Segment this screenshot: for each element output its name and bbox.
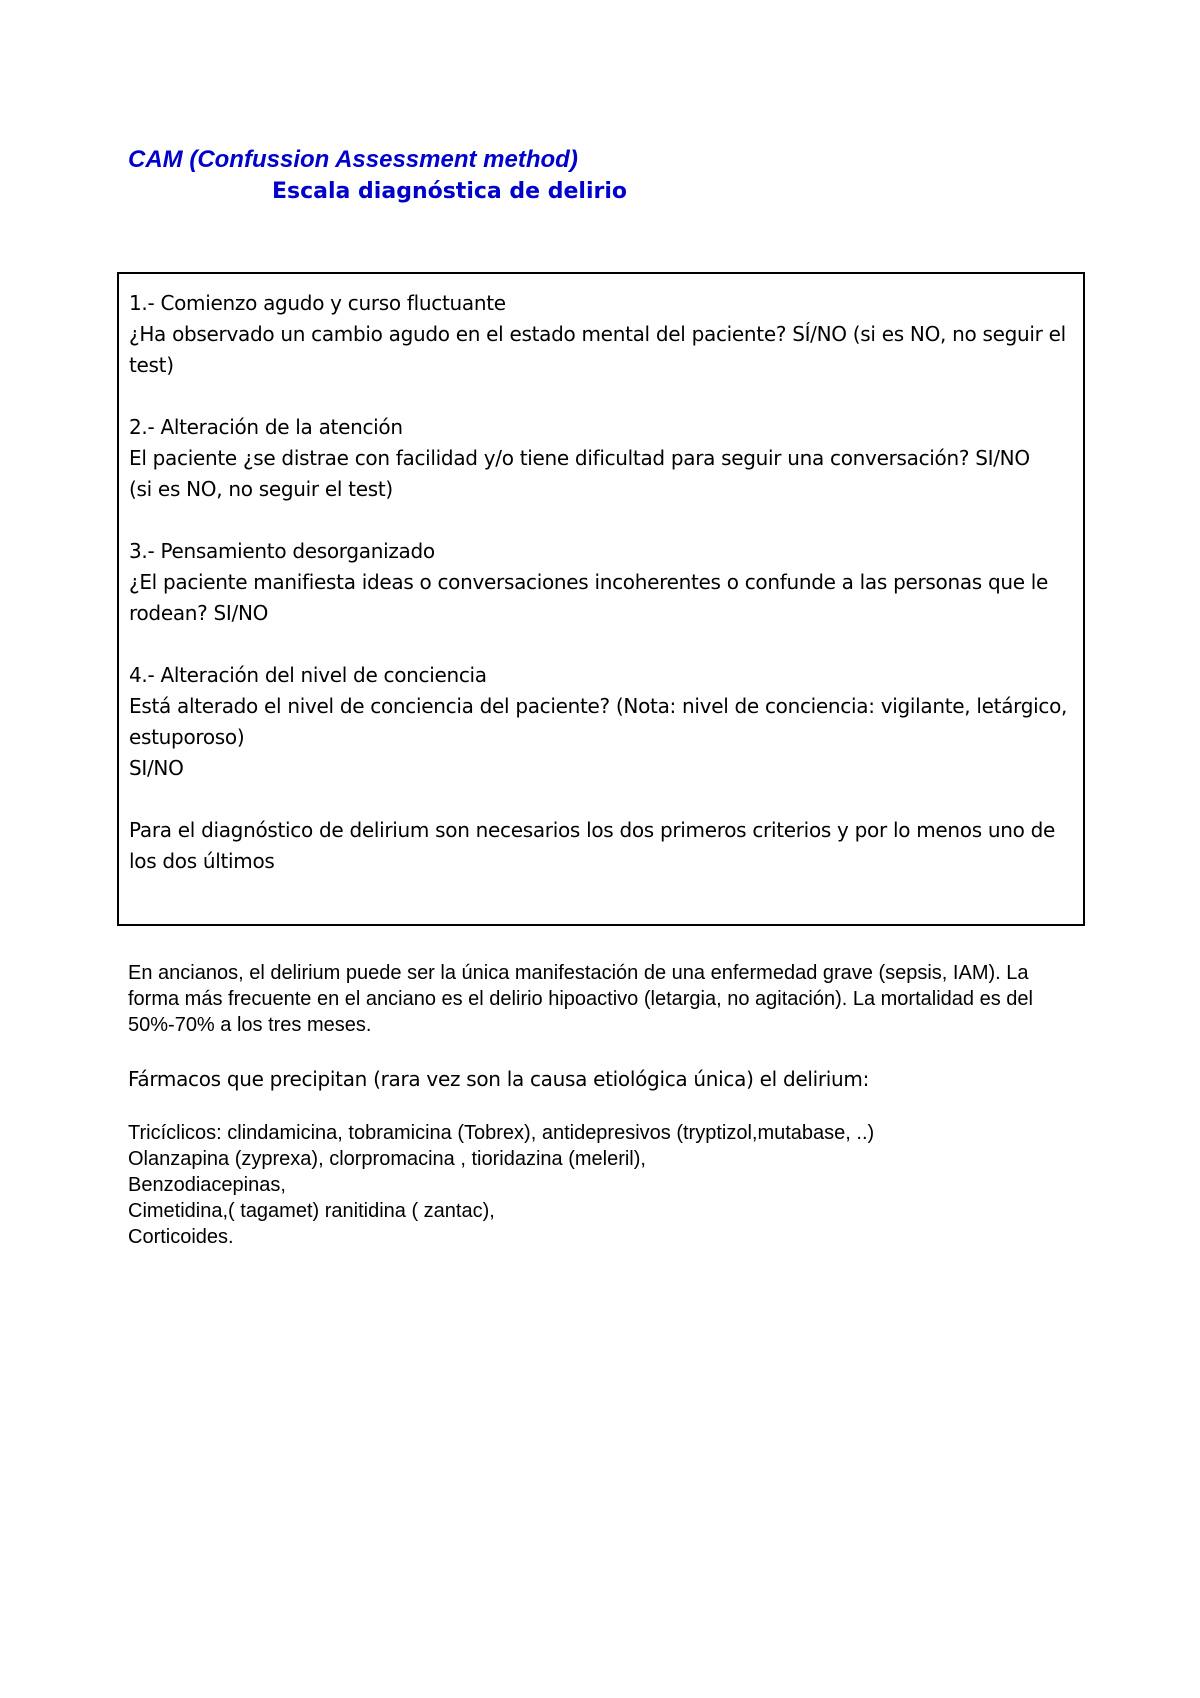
document-subtitle: Escala diagnóstica de delirio <box>272 179 627 204</box>
criterion-text: Está alterado el nivel de conciencia del paciente? (Nota: nivel de conciencia: vigilante, letárgico, estuporoso) <box>129 694 1068 749</box>
criterion-text: El paciente ¿se distrae con facilidad y/o tiene dificultad para seguir una conversación? SI/NO <box>129 446 1030 470</box>
elderly-paragraph: En ancianos, el delirium puede ser la única manifestación de una enfermedad grave (sepsis, IAM). La forma más frecuente en el anciano es el delirio hipoactivo (letargia, no agitación). La mortalidad es del 50%-70% a los tres meses. <box>128 962 1033 1036</box>
criterion-text: (si es NO, no seguir el test) <box>129 477 393 501</box>
criterion-1 <box>129 288 1073 381</box>
document-title: CAM (Confussion Assessment method) <box>128 146 578 173</box>
criterion-text: SI/NO <box>129 756 184 780</box>
criterion-heading: 3.- Pensamiento desorganizado <box>129 539 435 563</box>
cam-criteria-box <box>117 272 1085 926</box>
diagnosis-note-text: Para el diagnóstico de delirium son necesarios los dos primeros criterios y por lo menos uno de los dos últimos <box>129 818 1056 873</box>
drug-list <box>128 1120 1078 1250</box>
drugs-intro: Fármacos que precipitan (rara vez son la causa etiológica única) el delirium: <box>128 1067 870 1091</box>
list-item: Benzodiacepinas, <box>128 1174 286 1196</box>
diagnosis-note <box>129 815 1073 877</box>
criterion-text: ¿El paciente manifiesta ideas o conversaciones incoherentes o confunde a las personas que le rodean? SI/NO <box>129 570 1049 625</box>
list-item: Olanzapina (zyprexa), clorpromacina , tioridazina (meleril), <box>128 1148 646 1170</box>
criterion-heading: 2.- Alteración de la atención <box>129 415 403 439</box>
criterion-4 <box>129 660 1073 784</box>
list-item: Corticoides. <box>128 1226 234 1248</box>
criterion-text: ¿Ha observado un cambio agudo en el estado mental del paciente? SÍ/NO (si es NO, no seguir el test) <box>129 322 1066 377</box>
list-item: Tricíclicos: clindamicina, tobramicina (Tobrex), antidepresivos (tryptizol,mutabase, ..) <box>128 1122 875 1144</box>
criterion-heading: 1.- Comienzo agudo y curso fluctuante <box>129 291 506 315</box>
criterion-3 <box>129 536 1073 629</box>
criterion-2 <box>129 412 1073 505</box>
criterion-heading: 4.- Alteración del nivel de conciencia <box>129 663 487 687</box>
list-item: Cimetidina,( tagamet) ranitidina ( zantac), <box>128 1200 495 1222</box>
